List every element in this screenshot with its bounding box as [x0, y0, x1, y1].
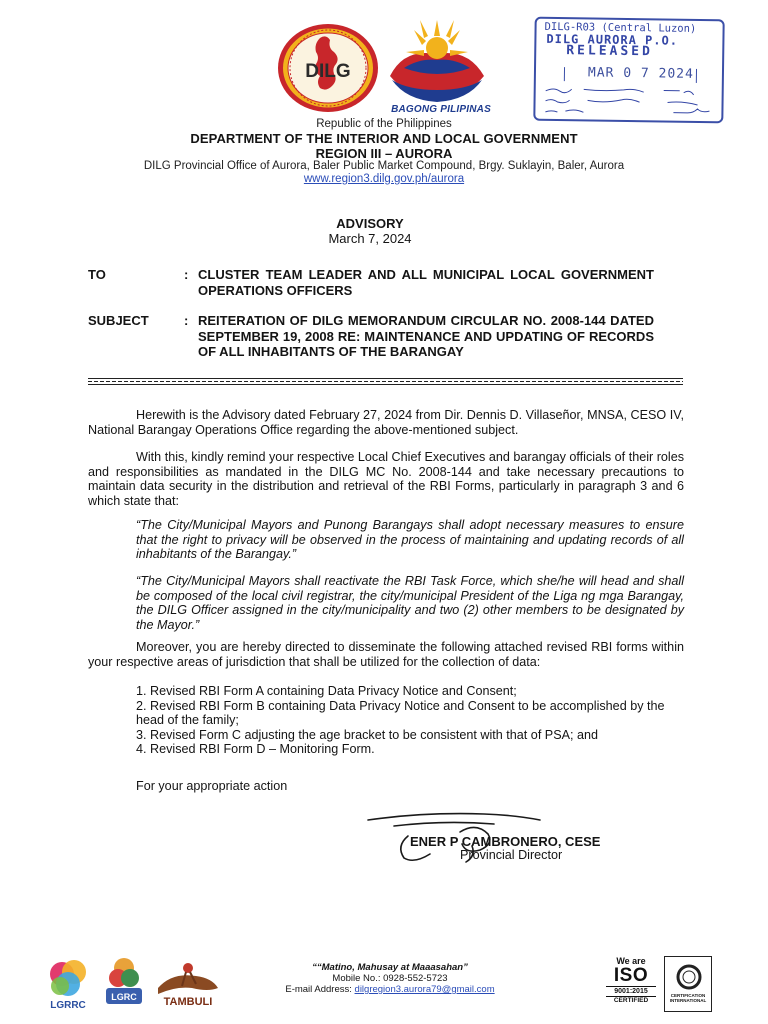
lgrc-label: LGRC	[111, 992, 137, 1002]
stamp-divider	[696, 69, 697, 83]
subject-text: REITERATION OF DILG MEMORANDUM CIRCULAR NO. 2008-144 DATED SEPTEMBER 19, 2008 RE: MAINTENANCE AND UPDATING OF RECORDS OF ALL INHABITANTS OF THE BARANGAY	[198, 313, 654, 359]
stamp-status: RELEASED	[566, 43, 653, 60]
closing-line: For your appropriate action	[136, 779, 288, 793]
quoted-provision-1: “The City/Municipal Mayors and Punong Barangays shall adopt necessary measures to ensure that the right to privacy will be observed in the process of maintaining and updating records of all inhabitants of the Barangay.”	[136, 518, 684, 562]
bagong-pilipinas-label: BAGONG PILIPINAS	[391, 104, 491, 115]
letterhead-region: REGION III – AURORA	[315, 146, 453, 161]
footer-mobile: Mobile No.: 0928-552-5723	[332, 973, 448, 984]
body-paragraph-1: Herewith is the Advisory dated February 27, 2024 from Dir. Dennis D. Villaseñor, MNSA, CESO IV, National Barangay Operations Office regarding the above-mentioned subject.	[88, 408, 684, 437]
footer-motto: ““Matino, Mahusay at Maaasahan”	[312, 962, 468, 973]
letterhead-republic: Republic of the Philippines	[316, 118, 452, 130]
lgrrc-logo	[44, 956, 92, 1012]
stamp-handwritten-fields	[543, 85, 717, 121]
letterhead-office-address: DILG Provincial Office of Aurora, Baler Public Market Compound, Brgy. Suklayin, Baler, Aurora	[143, 160, 625, 172]
letterhead-department: DEPARTMENT OF THE INTERIOR AND LOCAL GOVERNMENT	[190, 131, 578, 146]
certification-ring-icon	[675, 963, 703, 991]
to-label: TO	[88, 267, 106, 282]
body-paragraph-2: With this, kindly remind your respective Local Chief Executives and barangay officials of their roles and responsibilities as mandated in the DILG MC No. 2008-144 and take necessary precautions to maintain data security in the distribution and retrieval of the RBI Forms, particularly in paragraph 3 and 6 which state that:	[88, 450, 684, 508]
footer-email	[260, 984, 520, 995]
certification-international-logo	[664, 956, 712, 1012]
list-item: 4. Revised RBI Form D – Monitoring Form.	[136, 742, 375, 757]
stamp-divider	[564, 67, 565, 81]
released-stamp	[533, 17, 724, 124]
letterhead-website-link[interactable]: www.region3.dilg.gov.ph/aurora	[303, 173, 465, 185]
body-paragraph-3: Moreover, you are hereby directed to disseminate the following attached revised RBI forms within your respective areas of jurisdiction that shall be utilized for the collection of data:	[88, 640, 684, 669]
to-recipients: CLUSTER TEAM LEADER AND ALL MUNICIPAL LOCAL GOVERNMENT OPERATIONS OFFICERS	[198, 267, 654, 298]
iso-mark: ISO	[613, 965, 649, 986]
stamp-unit: DILG AURORA P.O.	[546, 31, 679, 48]
bagong-pilipinas-logo	[384, 14, 490, 106]
footer-email-link[interactable]: dilgregion3.aurora79@gmail.com	[354, 984, 495, 995]
lgrc-logo	[102, 954, 146, 1014]
iso-certified: CERTIFIED	[613, 997, 649, 1004]
document-date: March 7, 2024	[328, 231, 412, 246]
iso-we-are: We are	[616, 956, 646, 966]
lgrrc-label: LGRRC	[50, 1000, 86, 1011]
to-colon: :	[184, 267, 189, 282]
signatory-title: Provincial Director	[460, 848, 563, 862]
separator-rule	[88, 378, 683, 385]
quoted-provision-2: “The City/Municipal Mayors shall reactivate the RBI Task Force, which she/he will head and shall be composed of the local civil registrar, the city/municipal President of the Liga ng mga Barangay, the DILG Officer assigned in the city/municipality and two (2) other members to be designated by the Mayor.”	[136, 574, 684, 632]
subject-label: SUBJECT	[88, 313, 149, 328]
iso-certification-badge	[606, 956, 656, 1014]
revised-forms-list	[136, 684, 684, 757]
dilg-seal-logo	[276, 22, 380, 114]
subject-colon: :	[184, 313, 189, 328]
certification-intl-text: CERTIFICATION INTERNATIONAL	[669, 993, 707, 1003]
stamp-office: DILG-R03 (Central Luzon)	[544, 20, 697, 35]
tambuli-label: TAMBULI	[163, 996, 213, 1008]
stamp-date: MAR 0 7 2024	[587, 65, 694, 82]
tambuli-logo	[152, 958, 222, 1010]
list-item: 1. Revised RBI Form A containing Data Privacy Notice and Consent;	[136, 684, 517, 698]
document-type: ADVISORY	[336, 216, 404, 231]
footer-email-label: E-mail Address:	[285, 984, 355, 995]
list-item: 3. Revised Form C adjusting the age bracket to be consistent with that of PSA; and	[136, 727, 599, 742]
list-item: 2. Revised RBI Form B containing Data Privacy Notice and Consent to be accomplished by the head of the family;	[136, 698, 665, 728]
iso-standard: 9001:2015	[606, 986, 656, 997]
seal-text: DILG	[305, 61, 351, 82]
signatory-name: ENER P CAMBRONERO, CESE	[410, 834, 601, 849]
